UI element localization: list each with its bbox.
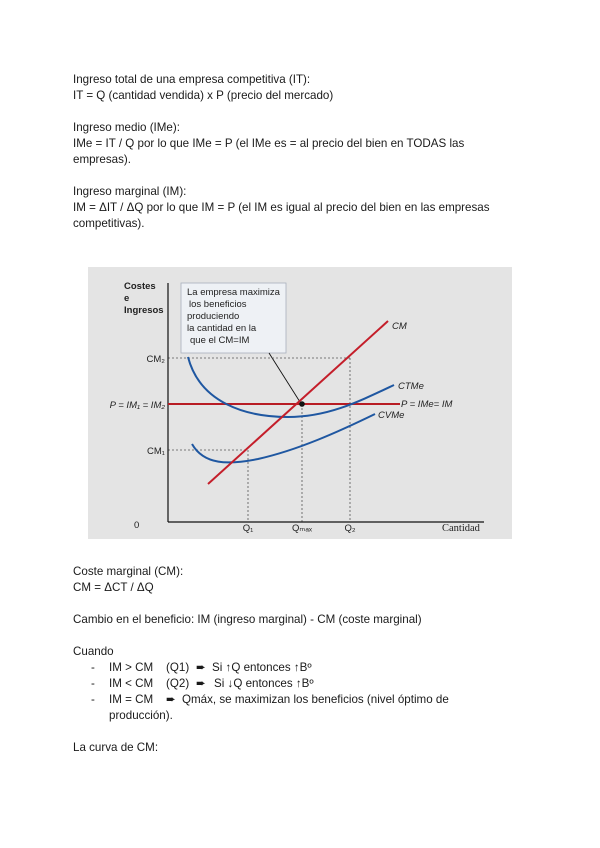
item-result: Si ↑Q entonces ↑Bº	[212, 661, 312, 674]
y-tick-price: P = IM₁ = IM₂	[109, 400, 165, 411]
item-condition: IM < CM	[109, 677, 154, 690]
x-tick-q1: Q₁	[242, 523, 254, 534]
item-condition: IM > CM	[109, 661, 154, 674]
annotation-line1: La empresa maximiza	[187, 287, 280, 298]
ingreso-medio-heading: Ingreso medio (IMe):	[73, 121, 180, 134]
label-ctme: CTMe	[398, 381, 424, 392]
annotation-line2: los beneficios	[189, 299, 247, 310]
ingreso-marginal-heading: Ingreso marginal (IM):	[73, 185, 187, 198]
profit-maximization-figure	[88, 267, 512, 539]
item-result: Si ↓Q entonces ↑Bº	[214, 677, 314, 690]
optimum-point	[299, 401, 305, 407]
annotation-line4: la cantidad en la	[187, 323, 257, 334]
ingreso-marginal-line1: IM = ΔIT / ΔQ por lo que IM = P (el IM es igual al precio del bien en las empresas	[73, 201, 490, 214]
arrow-right-icon: ➨	[196, 677, 206, 690]
x-axis-title: Cantidad	[442, 523, 480, 534]
ingreso-total-heading: Ingreso total de una empresa competitiva (IT):	[73, 73, 311, 86]
origin-label: 0	[134, 520, 140, 531]
arrow-right-icon: ➨	[166, 693, 176, 706]
x-tick-qmax: Qₘₐₓ	[292, 523, 312, 534]
y-axis-title-line2: e	[124, 293, 130, 304]
item-q: (Q1)	[166, 661, 190, 674]
ingreso-total-formula: IT = Q (cantidad vendida) x P (precio del mercado)	[73, 89, 334, 102]
x-tick-q2: Q₂	[344, 523, 356, 534]
label-cvme: CVMe	[378, 410, 405, 421]
item-result-continued: producción).	[109, 709, 173, 722]
coste-marginal-heading: Coste marginal (CM):	[73, 565, 184, 578]
cuando-heading: Cuando	[73, 645, 114, 658]
ingreso-medio-line2: empresas).	[73, 153, 131, 166]
y-tick-cm1: CM₁	[147, 446, 165, 457]
cambio-beneficio: Cambio en el beneficio: IM (ingreso marginal) - CM (coste marginal)	[73, 613, 422, 626]
arrow-right-icon: ➨	[196, 661, 206, 674]
curva-cm-heading: La curva de CM:	[73, 741, 159, 754]
list-dash: -	[91, 677, 95, 690]
ingreso-medio-line1: IMe = IT / Q por lo que IMe = P (el IMe es = al precio del bien en TODAS las	[73, 137, 465, 150]
label-price-line: P = IMe= IM	[401, 399, 453, 410]
item-result: Qmáx, se maximizan los beneficios (nivel óptimo de	[182, 693, 449, 706]
annotation-line5: que el CM=IM	[190, 335, 250, 346]
y-tick-cm2: CM₂	[146, 354, 165, 365]
y-axis-title-line1: Costes	[124, 281, 156, 292]
annotation-line3: produciendo	[187, 311, 240, 322]
label-cm: CM	[392, 321, 407, 332]
item-condition: IM = CM	[109, 693, 154, 706]
ingreso-marginal-line2: competitivas).	[73, 217, 145, 230]
coste-marginal-formula: CM = ΔCT / ΔQ	[73, 581, 154, 594]
list-dash: -	[91, 693, 95, 706]
cost-revenue-diagram	[88, 267, 512, 539]
y-axis-title-line3: Ingresos	[124, 305, 164, 316]
item-q: (Q2)	[166, 677, 190, 690]
list-dash: -	[91, 661, 95, 674]
